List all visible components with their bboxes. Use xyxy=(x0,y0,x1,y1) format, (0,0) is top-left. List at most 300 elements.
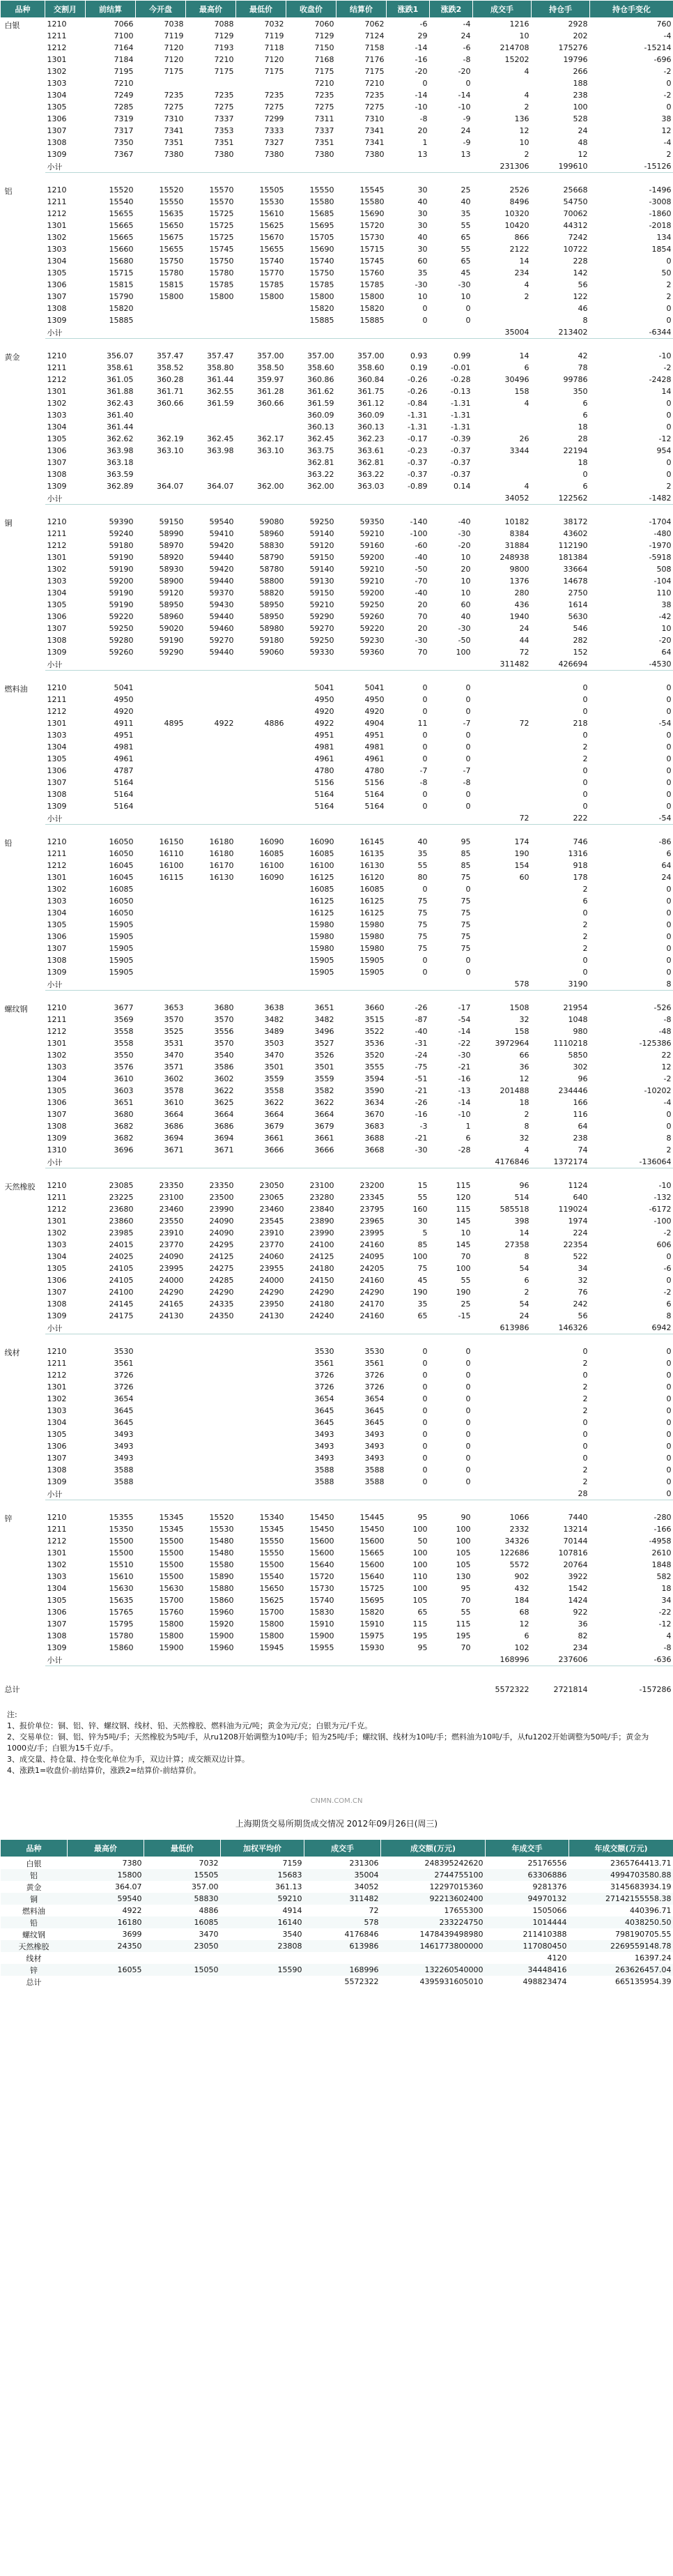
quote-cell xyxy=(186,1452,236,1464)
contract-month: 1309 xyxy=(47,802,67,811)
contract-row xyxy=(1,777,673,788)
main-header-cell: 品种 xyxy=(1,1,45,18)
quote-cell: 59200 xyxy=(359,588,385,597)
quote-cell: 15530 xyxy=(259,197,284,206)
quote-cell: 361.44 xyxy=(107,422,134,432)
quote-cell: 2 xyxy=(524,102,529,112)
quote-cell: 640 xyxy=(573,1193,588,1202)
contract-month: 1211 xyxy=(47,197,67,206)
summary-row xyxy=(1,1964,673,1976)
quote-cell xyxy=(86,1654,136,1666)
contract-row xyxy=(1,1049,673,1061)
quote-cell: 3622 xyxy=(214,1086,234,1095)
quote-cell: 59190 xyxy=(109,565,134,574)
quote-cell xyxy=(136,966,186,978)
quote-cell: -14 xyxy=(415,91,428,100)
quote-cell: 59130 xyxy=(309,577,334,586)
contract-month: 1309 xyxy=(47,1643,67,1652)
quote-cell xyxy=(387,1156,430,1168)
contract-row xyxy=(1,231,673,243)
quote-cell: 15740 xyxy=(259,257,284,266)
quote-cell xyxy=(387,160,430,173)
quote-cell: 0 xyxy=(422,1371,428,1380)
quote-cell xyxy=(186,77,236,89)
quote-cell: 0 xyxy=(465,754,471,763)
quote-cell: 2 xyxy=(582,920,588,929)
summary-cell: 4886 xyxy=(199,1906,219,1915)
quote-cell xyxy=(136,978,186,991)
quote-cell xyxy=(473,966,532,978)
quote-cell: 3501 xyxy=(314,1062,334,1072)
quote-cell: 3922 xyxy=(568,1572,588,1581)
summary-cell: 5572322 xyxy=(344,1977,379,1986)
quote-cell xyxy=(473,314,532,326)
quote-cell: 34 xyxy=(661,1596,672,1605)
quote-cell: 15725 xyxy=(209,233,234,242)
quote-cell: 24170 xyxy=(359,1300,385,1309)
quote-cell: 7275 xyxy=(314,102,334,112)
quote-cell: 3190 xyxy=(532,978,590,991)
contract-month: 1309 xyxy=(47,648,67,657)
quote-cell: 3651 xyxy=(314,1003,334,1012)
quote-cell: 13 xyxy=(461,150,471,159)
contract-month: 1211 xyxy=(47,1359,67,1368)
quote-cell: 358.61 xyxy=(107,363,134,372)
quote-cell: -10202 xyxy=(644,1086,672,1095)
contract-month: 1306 xyxy=(47,446,67,455)
quote-cell: 59260 xyxy=(109,648,134,657)
quote-cell: 5164 xyxy=(114,778,134,787)
quote-cell: 15345 xyxy=(159,1525,184,1534)
quote-cell: -10 xyxy=(658,1181,672,1190)
quote-cell xyxy=(186,457,236,468)
quote-cell: 0 xyxy=(465,1430,471,1439)
quote-cell xyxy=(136,658,186,671)
contract-row xyxy=(1,291,673,303)
quote-cell xyxy=(136,1654,186,1666)
contract-row xyxy=(1,1464,673,1476)
quote-cell: 5164 xyxy=(114,790,134,799)
quote-cell: 0 xyxy=(666,1406,672,1415)
quote-cell: 24160 xyxy=(359,1276,385,1285)
contract-row xyxy=(1,1630,673,1642)
quote-cell: 3682 xyxy=(114,1122,134,1131)
quote-cell: 15680 xyxy=(109,257,134,266)
contract-row xyxy=(1,1239,673,1251)
quote-cell: 6942 xyxy=(590,1322,673,1334)
quote-cell: 0 xyxy=(422,316,428,325)
quote-cell: 15550 xyxy=(309,185,334,195)
subtotal-row xyxy=(1,1654,673,1666)
quote-cell: 107816 xyxy=(558,1548,588,1557)
quote-cell: -54 xyxy=(458,1015,471,1024)
quote-cell: 100 xyxy=(412,1560,428,1569)
quote-cell: 2 xyxy=(666,280,672,289)
quote-cell: -20 xyxy=(458,67,471,76)
quote-cell: 3558 xyxy=(114,1027,134,1036)
quote-cell: 4904 xyxy=(364,719,385,728)
quote-cell: 360.13 xyxy=(307,422,334,432)
quote-cell: 10 xyxy=(519,138,529,147)
quote-cell xyxy=(236,1464,286,1476)
quote-cell xyxy=(236,409,286,421)
quote-cell: 2 xyxy=(524,1288,529,1297)
quote-cell: 15885 xyxy=(109,316,134,325)
contract-month: 1309 xyxy=(47,150,67,159)
quote-cell: 2 xyxy=(666,1145,672,1154)
quote-cell: 954 xyxy=(656,446,672,455)
contract-row xyxy=(1,907,673,919)
contract-month: 1305 xyxy=(47,1086,67,1095)
quote-cell: 15520 xyxy=(209,1513,234,1522)
quote-cell: 2 xyxy=(582,885,588,894)
quote-cell: -8 xyxy=(663,1015,672,1024)
summary-cell: 613986 xyxy=(304,1940,381,1952)
contract-month: 1211 xyxy=(47,849,67,858)
quote-cell: 168996 xyxy=(473,1654,532,1666)
quote-cell: 154 xyxy=(514,861,529,870)
quote-cell: 3526 xyxy=(314,1051,334,1060)
quote-cell: -100 xyxy=(653,1217,672,1226)
quote-cell: 24165 xyxy=(159,1300,184,1309)
quote-cell: 78 xyxy=(578,363,588,372)
quote-cell xyxy=(236,1156,286,1168)
product-name: 燃料油 xyxy=(4,685,28,694)
contract-row xyxy=(1,1073,673,1085)
quote-cell: 15980 xyxy=(359,944,385,953)
quote-cell: 23100 xyxy=(159,1193,184,1202)
quote-cell: 7175 xyxy=(264,67,284,76)
contract-month: 1211 xyxy=(47,529,67,538)
quote-cell xyxy=(236,492,286,505)
contract-row xyxy=(1,125,673,137)
quote-cell: 190 xyxy=(456,1288,471,1297)
quote-cell: 16120 xyxy=(359,873,385,882)
summary-cell: 16397.24 xyxy=(635,1953,672,1963)
contract-row xyxy=(1,1405,673,1417)
quote-cell: 27358 xyxy=(504,1240,529,1249)
summary-cell: 2269559148.78 xyxy=(569,1940,673,1952)
summary-cell xyxy=(144,1976,221,1988)
quote-cell: 7249 xyxy=(114,91,134,100)
quote-cell: 30 xyxy=(417,221,428,230)
quote-cell: 585518 xyxy=(500,1205,529,1214)
summary-cell: 2744755100 xyxy=(381,1869,486,1881)
summary-cell: 357.00 xyxy=(192,1882,219,1891)
quote-cell: -4958 xyxy=(649,1537,672,1546)
quote-cell: 15780 xyxy=(159,268,184,277)
quote-cell: 24240 xyxy=(309,1311,334,1320)
quote-cell xyxy=(186,777,236,788)
group-spacer xyxy=(1,991,673,1003)
quote-cell: 3651 xyxy=(114,1098,134,1107)
quote-cell xyxy=(136,1428,186,1440)
quote-cell: 120 xyxy=(456,1193,471,1202)
contract-month: 1210 xyxy=(47,837,67,846)
quote-cell: 3645 xyxy=(364,1406,385,1415)
quote-cell: 72 xyxy=(519,648,529,657)
product-name: 铝 xyxy=(4,187,13,196)
quote-cell: -9 xyxy=(463,114,471,123)
quote-cell: 15785 xyxy=(209,280,234,289)
quote-cell: 360.66 xyxy=(157,399,184,408)
quote-cell: 15725 xyxy=(359,1584,385,1593)
quote-cell: -10 xyxy=(658,351,672,360)
quote-cell: 902 xyxy=(514,1572,529,1581)
quote-cell: 360.86 xyxy=(307,375,334,384)
quote-cell: 70 xyxy=(461,1643,471,1652)
quote-cell xyxy=(286,812,336,825)
quote-cell: 59440 xyxy=(209,553,234,562)
summary-cell: 211410388 xyxy=(523,1930,567,1939)
quote-cell xyxy=(186,1156,236,1168)
contract-row xyxy=(1,706,673,717)
quote-cell: -30 xyxy=(415,1145,428,1154)
quote-cell: 426694 xyxy=(532,658,590,671)
quote-cell xyxy=(136,682,186,694)
quote-cell: 65 xyxy=(461,233,471,242)
contract-month: 1302 xyxy=(47,399,67,408)
contract-month: 1306 xyxy=(47,114,67,123)
contract-month: 1304 xyxy=(47,1252,67,1261)
quote-cell: 15980 xyxy=(359,920,385,929)
quote-cell: 0 xyxy=(465,1406,471,1415)
quote-cell: 3726 xyxy=(314,1382,334,1392)
quote-cell: 58780 xyxy=(259,565,284,574)
quote-cell: -22 xyxy=(458,1039,471,1048)
quote-cell: 3638 xyxy=(264,1003,284,1012)
quote-cell: 3972964 xyxy=(495,1039,529,1048)
quote-cell: 214708 xyxy=(500,43,529,52)
quote-cell: -40 xyxy=(415,1027,428,1036)
contract-month: 1210 xyxy=(47,1003,67,1012)
quote-cell xyxy=(336,1322,387,1334)
quote-cell: 102 xyxy=(514,1643,529,1652)
quote-cell: 7032 xyxy=(264,20,284,29)
quote-cell: 59190 xyxy=(159,636,184,645)
contract-row xyxy=(1,77,673,89)
quote-cell: 3645 xyxy=(114,1418,134,1427)
contract-month: 1302 xyxy=(47,1228,67,1237)
quote-cell: 59360 xyxy=(359,648,385,657)
quote-cell: 64 xyxy=(661,861,672,870)
quote-cell: 0 xyxy=(465,683,471,692)
quote-cell: 24295 xyxy=(209,1240,234,1249)
quote-cell: 59190 xyxy=(109,588,134,597)
quote-cell: 4961 xyxy=(314,754,334,763)
quote-cell xyxy=(86,978,136,991)
quote-cell: 1066 xyxy=(509,1513,529,1522)
contract-month: 1301 xyxy=(47,873,67,882)
quote-cell: 15700 xyxy=(159,1596,184,1605)
quote-cell: 10320 xyxy=(504,209,529,218)
contract-row xyxy=(1,931,673,943)
quote-cell: 3664 xyxy=(314,1110,334,1119)
quote-cell: 195 xyxy=(412,1631,428,1640)
quote-cell: 24205 xyxy=(359,1264,385,1273)
quote-cell: 50 xyxy=(661,268,672,277)
summary-cell: 92213602400 xyxy=(381,1893,486,1905)
summary-cell xyxy=(304,1952,381,1964)
quote-cell: 363.98 xyxy=(207,446,234,455)
summary-cell: 23808 xyxy=(221,1940,304,1952)
quote-cell: 0 xyxy=(666,885,672,894)
quote-cell: 360.84 xyxy=(357,375,385,384)
quote-cell: 4895 xyxy=(164,719,184,728)
quote-cell: -1704 xyxy=(649,517,672,526)
quote-cell: 24100 xyxy=(109,1288,134,1297)
quote-cell: 100 xyxy=(412,1548,428,1557)
quote-cell: 15885 xyxy=(309,316,334,325)
quote-cell: 3661 xyxy=(264,1134,284,1143)
quote-cell: 66 xyxy=(519,1051,529,1060)
quote-cell: 7317 xyxy=(114,126,134,135)
contract-month: 1303 xyxy=(47,245,67,254)
quote-cell: 0 xyxy=(666,1110,672,1119)
quote-cell: 158 xyxy=(514,387,529,396)
quote-cell: 15830 xyxy=(309,1608,334,1617)
group-spacer xyxy=(1,173,673,185)
quote-cell: 7327 xyxy=(264,138,284,147)
quote-cell: 7129 xyxy=(314,31,334,40)
quote-cell: 3571 xyxy=(164,1062,184,1072)
quote-cell: 3661 xyxy=(314,1134,334,1143)
quote-cell: 190 xyxy=(412,1288,428,1297)
contract-month: 1212 xyxy=(47,43,67,52)
quote-cell xyxy=(236,706,286,717)
quote-cell: 12 xyxy=(661,126,672,135)
quote-cell: 15800 xyxy=(159,292,184,301)
contract-row xyxy=(1,646,673,658)
summary-product: 天然橡胶 xyxy=(1,1940,68,1952)
quote-cell: 15780 xyxy=(109,1631,134,1640)
quote-cell: 24025 xyxy=(109,1252,134,1261)
quote-cell: 16050 xyxy=(109,837,134,846)
quote-cell: 59200 xyxy=(109,577,134,586)
quote-cell: -104 xyxy=(653,577,672,586)
quote-cell: 7351 xyxy=(164,138,184,147)
quote-cell: 4981 xyxy=(314,742,334,752)
quote-cell xyxy=(473,931,532,943)
contract-month: 1305 xyxy=(47,754,67,763)
quote-cell: 115 xyxy=(456,1205,471,1214)
quote-cell: 15480 xyxy=(209,1537,234,1546)
contract-month: 1212 xyxy=(47,209,67,218)
contract-month: 1210 xyxy=(47,683,67,692)
summary-table xyxy=(0,1839,673,1988)
quote-cell: 100 xyxy=(412,1252,428,1261)
contract-row xyxy=(1,1417,673,1428)
quote-cell: 15815 xyxy=(159,280,184,289)
quote-cell: 11 xyxy=(417,719,428,728)
quote-cell: 3666 xyxy=(264,1145,284,1154)
quote-cell xyxy=(236,682,286,694)
contract-row xyxy=(1,1393,673,1405)
contract-row xyxy=(1,836,673,848)
quote-cell: 6 xyxy=(524,1631,529,1640)
quote-cell: 15820 xyxy=(309,304,334,313)
quote-cell: 55 xyxy=(417,1193,428,1202)
contract-month: 1308 xyxy=(47,790,67,799)
quote-cell: 3680 xyxy=(214,1003,234,1012)
quote-cell: 64 xyxy=(661,648,672,657)
quote-cell xyxy=(236,954,286,966)
quote-cell: 59270 xyxy=(209,636,234,645)
quote-cell: 59020 xyxy=(159,624,184,633)
quote-cell: 363.98 xyxy=(107,446,134,455)
quote-cell: 59150 xyxy=(309,553,334,562)
quote-cell xyxy=(136,303,186,314)
quote-cell: 15500 xyxy=(159,1560,184,1569)
quote-cell: -13 xyxy=(458,1086,471,1095)
quote-cell: 7440 xyxy=(568,1513,588,1522)
contract-row xyxy=(1,729,673,741)
quote-cell: -0.26 xyxy=(408,375,428,384)
quote-cell: 0 xyxy=(582,908,588,917)
summary-cell: 16140 xyxy=(221,1916,304,1928)
quote-cell: 24130 xyxy=(259,1311,284,1320)
quote-cell: 199610 xyxy=(532,160,590,173)
quote-cell: 15670 xyxy=(259,233,284,242)
contract-month: 1307 xyxy=(47,126,67,135)
quote-cell: 115 xyxy=(456,1619,471,1629)
quote-cell: 115 xyxy=(412,1619,428,1629)
quote-cell: 0 xyxy=(422,1347,428,1356)
quote-cell: 58800 xyxy=(259,577,284,586)
quote-cell xyxy=(186,954,236,966)
summary-cell: 498823474 xyxy=(523,1977,567,1986)
contract-month: 1212 xyxy=(47,1027,67,1036)
quote-cell: 12 xyxy=(578,150,588,159)
quote-cell: 3654 xyxy=(314,1394,334,1403)
quote-cell xyxy=(430,326,473,339)
quote-cell: 96 xyxy=(578,1074,588,1083)
contract-month: 1212 xyxy=(47,541,67,550)
quote-cell xyxy=(136,765,186,777)
contract-month: 1302 xyxy=(47,233,67,242)
quote-cell: 364.07 xyxy=(207,482,234,491)
grand-total-oi: 2721814 xyxy=(553,1684,588,1694)
contract-month: 1309 xyxy=(47,482,67,491)
quote-cell: 58980 xyxy=(259,624,284,633)
quote-cell: 178 xyxy=(573,873,588,882)
summary-cell: 248395242620 xyxy=(424,1859,484,1868)
summary-cell: 2365764413.71 xyxy=(610,1859,672,1868)
quote-cell: 361.05 xyxy=(107,375,134,384)
quote-cell: 15885 xyxy=(359,316,385,325)
quote-cell xyxy=(136,1156,186,1168)
quote-cell: 4920 xyxy=(364,707,385,716)
quote-cell: 115 xyxy=(456,1181,471,1190)
contract-month: 1308 xyxy=(47,1465,67,1474)
quote-cell: 0 xyxy=(465,742,471,752)
contract-row xyxy=(1,1511,673,1523)
quote-cell xyxy=(186,978,236,991)
quote-cell: 25 xyxy=(461,185,471,195)
quote-cell: 22354 xyxy=(563,1240,588,1249)
quote-cell xyxy=(473,1405,532,1417)
quote-cell: 35004 xyxy=(473,326,532,339)
quote-cell: 15545 xyxy=(359,185,385,195)
quote-cell: 7311 xyxy=(314,114,334,123)
contract-month: 1211 xyxy=(47,31,67,40)
quote-cell: 0 xyxy=(666,1442,672,1451)
contract-row xyxy=(1,1251,673,1263)
quote-cell: 10 xyxy=(519,31,529,40)
quote-cell: 15570 xyxy=(209,185,234,195)
quote-cell: 3603 xyxy=(114,1086,134,1095)
quote-cell: 363.59 xyxy=(107,470,134,479)
